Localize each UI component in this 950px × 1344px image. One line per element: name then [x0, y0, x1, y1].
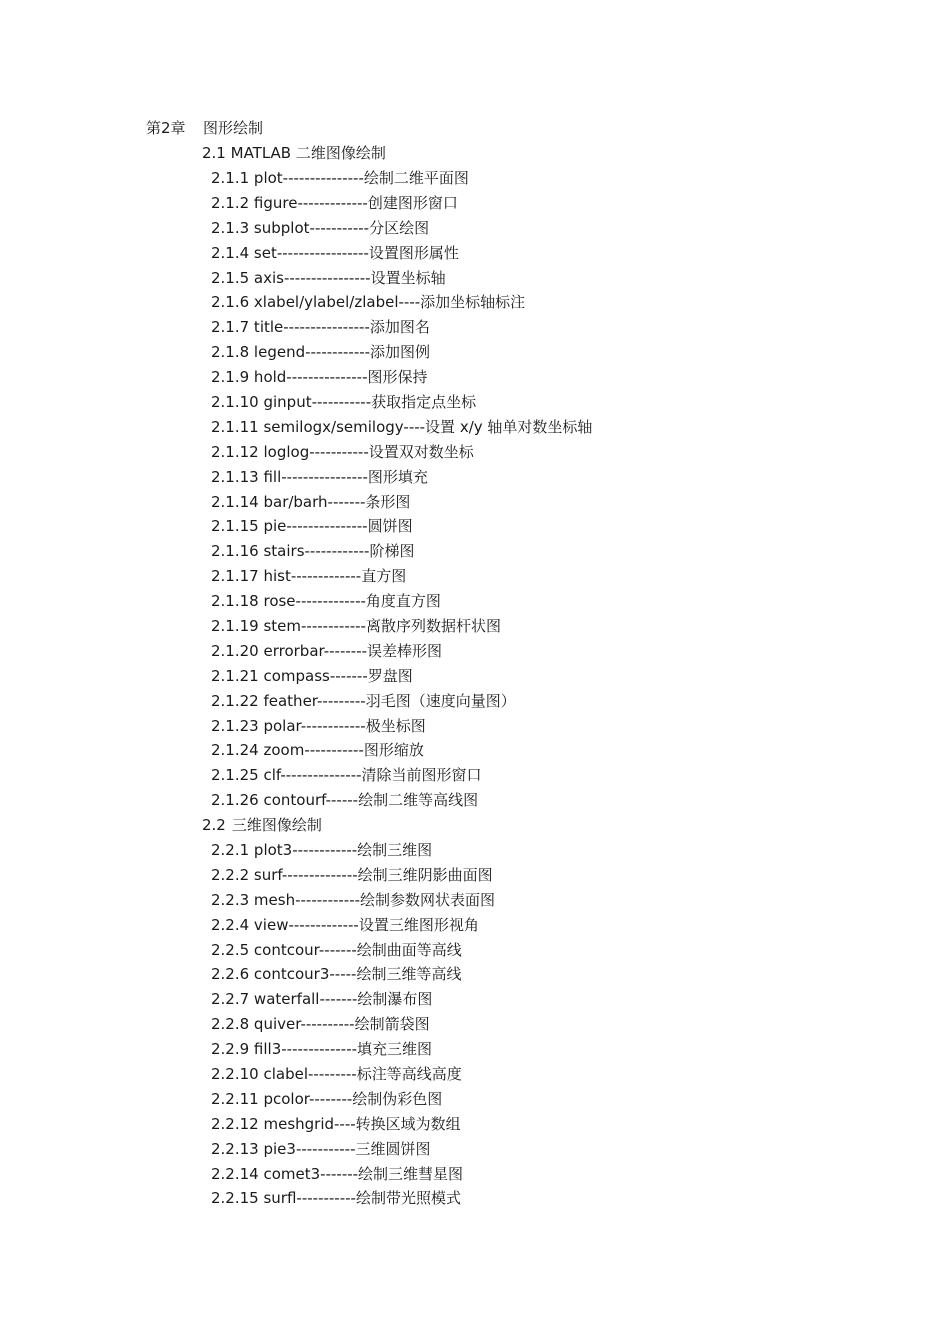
toc-entry: 2.2.12 meshgrid----转换区域为数组 [211, 1114, 461, 1133]
toc-entry: 2.1.24 zoom-----------图形缩放 [211, 741, 424, 760]
toc-entry: 2.1.9 hold---------------图形保持 [211, 368, 428, 387]
toc-entry: 2.1.17 hist-------------直方图 [211, 567, 407, 586]
chapter-heading [146, 116, 263, 140]
toc-entry: 2.1.5 axis----------------设置坐标轴 [211, 268, 446, 287]
toc-entry: 2.2.14 comet3-------绘制三维彗星图 [211, 1164, 464, 1183]
chapter-number: 第2章 [146, 119, 186, 137]
toc-entry: 2.1.16 stairs------------阶梯图 [211, 542, 415, 561]
toc-entry: 2.1.20 errorbar--------误差棒形图 [211, 641, 443, 660]
toc-entry: 2.1.1 plot---------------绘制二维平面图 [211, 169, 469, 187]
toc-entry: 2.1.7 title----------------添加图名 [211, 318, 430, 337]
section-2-2-entries [211, 838, 495, 1211]
toc-entry: 2.2.7 waterfall-------绘制瀑布图 [211, 990, 433, 1009]
toc-entry: 2.1.25 clf---------------清除当前图形窗口 [211, 766, 482, 785]
toc-entry: 2.1.23 polar------------极坐标图 [211, 716, 426, 735]
toc-entry: 2.1.15 pie---------------圆饼图 [211, 517, 413, 536]
toc-entry: 2.1.6 xlabel/ylabel/zlabel----添加坐标轴标注 [211, 293, 526, 312]
section-number: 2.2 [202, 816, 226, 834]
toc-entry: 2.1.11 semilogx/semilogy----设置 x/y 轴单对数坐标轴 [211, 417, 593, 436]
toc-entry: 2.2.10 clabel---------标注等高线高度 [211, 1065, 462, 1084]
toc-entry: 2.1.22 feather---------羽毛图（速度向量图） [211, 691, 516, 710]
toc-entry: 2.2.11 pcolor--------绘制伪彩色图 [211, 1089, 443, 1108]
chapter-title: 图形绘制 [203, 119, 264, 137]
toc-entry: 2.2.2 surf--------------绘制三维阴影曲面图 [211, 865, 493, 884]
toc-entry: 2.2.9 fill3--------------填充三维图 [211, 1040, 433, 1059]
toc-entry: 2.1.13 fill----------------图形填充 [211, 467, 428, 486]
toc-entry: 2.2.8 quiver----------绘制箭袋图 [211, 1015, 430, 1034]
toc-entry: 2.1.4 set-----------------设置图形属性 [211, 243, 459, 262]
toc-entry: 2.2.3 mesh------------绘制参数网状表面图 [211, 890, 496, 909]
toc-entry: 2.1.14 bar/barh-------条形图 [211, 492, 411, 511]
section-heading-2-1: 2.1 MATLAB 二维图像绘制 [202, 144, 386, 162]
toc-entry: 2.2.6 contcour3-----绘制三维等高线 [211, 965, 462, 984]
toc-entry: 2.2.5 contcour-------绘制曲面等高线 [211, 940, 462, 959]
section-title: 三维图像绘制 [231, 816, 322, 834]
toc-entry: 2.1.12 loglog-----------设置双对数坐标 [211, 442, 474, 461]
toc-entry: 2.1.8 legend------------添加图例 [211, 343, 431, 362]
toc-entry: 2.2.15 surfl-----------绘制带光照模式 [211, 1189, 461, 1208]
toc-entry: 2.1.2 figure-------------创建图形窗口 [211, 193, 458, 212]
section-heading-2-2 [202, 813, 322, 837]
toc-entry: 2.1.10 ginput-----------获取指定点坐标 [211, 393, 477, 412]
toc-entry: 2.1.3 subplot-----------分区绘图 [211, 218, 430, 237]
toc-entry: 2.1.26 contourf------绘制二维等高线图 [211, 791, 479, 810]
toc-entry: 2.2.4 view-------------设置三维图形视角 [211, 915, 479, 934]
toc-entry: 2.2.1 plot3------------绘制三维图 [211, 841, 433, 859]
toc-entry: 2.1.18 rose-------------角度直方图 [211, 592, 441, 611]
toc-entry: 2.1.21 compass-------罗盘图 [211, 666, 413, 685]
section-2-1-entries [211, 166, 592, 813]
toc-entry: 2.1.19 stem------------离散序列数据杆状图 [211, 617, 501, 636]
toc-entry: 2.2.13 pie3-----------三维圆饼图 [211, 1139, 431, 1158]
